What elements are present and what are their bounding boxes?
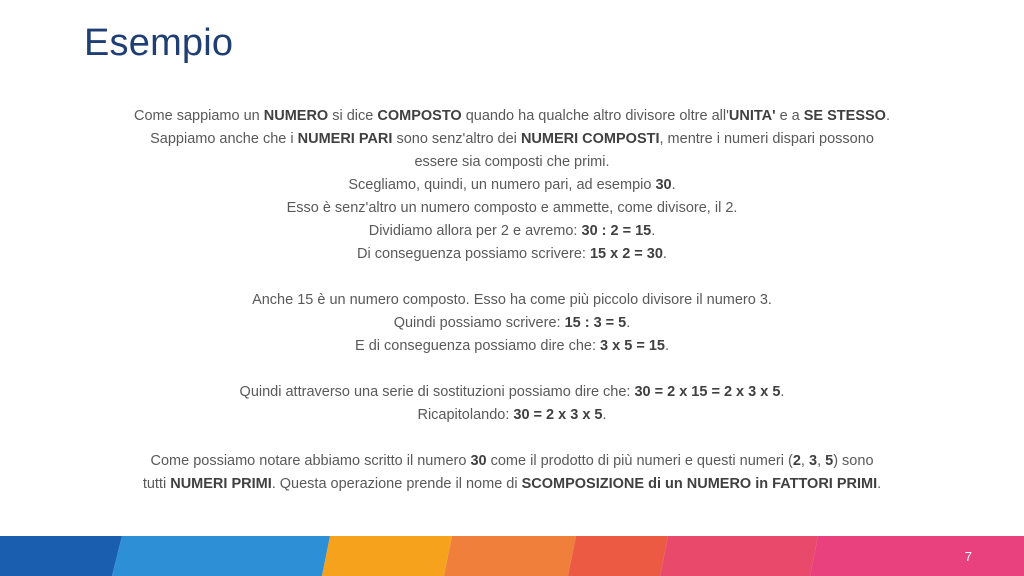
body-line: [100, 381, 924, 404]
text-run: Sappiamo anche che i: [150, 131, 298, 147]
bold-text: 30 : 2 = 15: [581, 223, 652, 239]
text-run: , mentre i numeri dispari possono: [659, 131, 874, 147]
text-run: .: [877, 476, 882, 492]
page-number: 7: [964, 549, 972, 564]
paragraph-spacer: [100, 427, 924, 450]
bold-text: NUMERI COMPOSTI: [520, 131, 660, 147]
bold-text: 15 : 3 = 5: [564, 315, 627, 331]
bold-text: SCOMPOSIZIONE di un NUMERO in FATTORI PRIMI: [521, 476, 878, 492]
bold-text: 5: [825, 453, 834, 469]
bold-text: 3: [808, 453, 818, 469]
footer-stripe-magenta: [810, 536, 1024, 576]
text-run: .: [885, 108, 890, 124]
bold-text: 30: [470, 453, 487, 469]
body-line: [100, 312, 924, 335]
text-run: tutti: [142, 476, 171, 492]
bold-text: NUMERI PRIMI: [170, 476, 272, 492]
footer-stripe-orange: [444, 536, 576, 576]
text-run: .: [626, 315, 631, 331]
footer-stripe-yellow: [322, 536, 452, 576]
text-run: ,: [817, 453, 826, 469]
text-run: Come sappiamo un: [133, 108, 264, 124]
text-run: .: [664, 338, 669, 354]
text-run: Scegliamo, quindi, un numero pari, ad esempio: [348, 177, 656, 193]
body-line: [100, 243, 924, 266]
text-run: .: [602, 407, 607, 423]
text-run: essere sia composti che primi.: [414, 154, 610, 170]
body-line: [100, 128, 924, 151]
text-run: e a: [775, 108, 804, 124]
text-run: Come possiamo notare abbiamo scritto il numero: [150, 453, 471, 469]
text-run: sono senz'altro dei: [392, 131, 521, 147]
body-line: [100, 220, 924, 243]
text-run: E di conseguenza possiamo dire che:: [355, 338, 601, 354]
bold-text: 30 = 2 x 3 x 5: [513, 407, 603, 423]
slide-title: Esempio: [84, 22, 234, 64]
text-run: Quindi attraverso una serie di sostituzioni possiamo dire che:: [239, 384, 635, 400]
body-line: [100, 335, 924, 358]
body-line: [100, 450, 924, 473]
paragraph-spacer: [100, 266, 924, 289]
text-run: .: [671, 177, 676, 193]
bold-text: 30 = 2 x 15 = 2 x 3 x 5: [634, 384, 781, 400]
text-run: .: [651, 223, 656, 239]
slide-body: [100, 105, 924, 496]
text-run: .: [662, 246, 667, 262]
body-line: [100, 473, 924, 496]
footer-stripe-light-blue: [112, 536, 330, 576]
text-run: .: [780, 384, 785, 400]
text-run: . Questa operazione prende il nome di: [271, 476, 522, 492]
footer-stripe-red: [568, 536, 668, 576]
text-run: si dice: [328, 108, 378, 124]
body-line: [100, 197, 924, 220]
text-run: ,: [800, 453, 809, 469]
bold-text: NUMERO: [263, 108, 329, 124]
text-run: Anche 15 è un numero composto. Esso ha come più piccolo divisore il numero 3.: [252, 292, 772, 308]
footer-stripe-dark-blue: [0, 536, 122, 576]
bold-text: 2: [792, 453, 801, 469]
body-line: [100, 289, 924, 312]
text-run: ) sono: [833, 453, 874, 469]
bold-text: NUMERI PARI: [297, 131, 393, 147]
text-run: Quindi possiamo scrivere:: [393, 315, 565, 331]
text-run: quando ha qualche altro divisore oltre all': [461, 108, 729, 124]
footer-stripe-pink: [660, 536, 818, 576]
text-run: Di conseguenza possiamo scrivere:: [357, 246, 590, 262]
body-line: [100, 174, 924, 197]
text-run: Esso è senz'altro un numero composto e ammette, come divisore, il 2.: [286, 200, 738, 216]
footer-color-band: [0, 536, 1024, 576]
body-line: [100, 105, 924, 128]
text-run: Ricapitolando:: [417, 407, 514, 423]
bold-text: 3 x 5 = 15: [600, 338, 665, 354]
bold-text: COMPOSTO: [377, 108, 462, 124]
body-line: [100, 151, 924, 174]
bold-text: UNITA': [728, 108, 776, 124]
text-run: come il prodotto di più numeri e questi numeri (: [486, 453, 793, 469]
bold-text: 15 x 2 = 30: [589, 246, 663, 262]
text-run: Dividiamo allora per 2 e avremo:: [368, 223, 582, 239]
bold-text: 30: [655, 177, 672, 193]
paragraph-spacer: [100, 358, 924, 381]
bold-text: SE STESSO: [803, 108, 886, 124]
body-line: [100, 404, 924, 427]
